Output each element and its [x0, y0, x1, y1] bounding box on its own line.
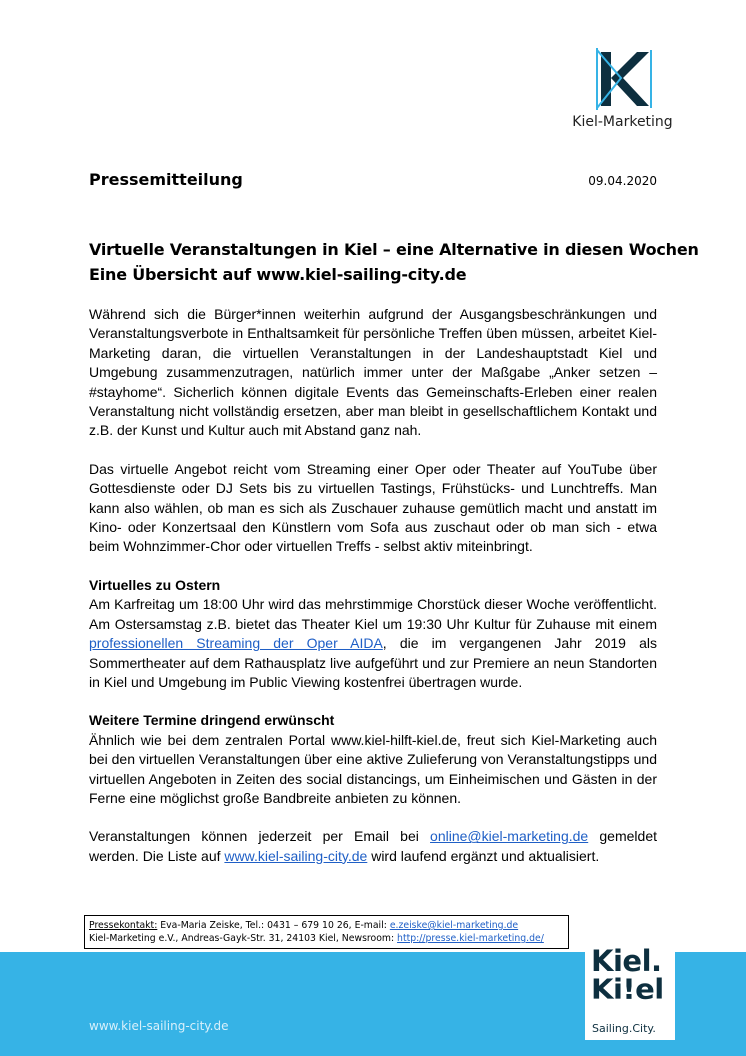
kiel-sailing-city-logo	[585, 940, 675, 1040]
submit-text-mid: gemeldet werden. Die Liste auf	[89, 828, 657, 864]
contact-line-2	[89, 932, 564, 945]
title-line-2: Eine Übersicht auf www.kiel-sailing-city.de	[89, 265, 467, 284]
logo-text: Kiel-Marketing	[572, 114, 673, 130]
footer-logo-line-1: Kiel.	[591, 944, 662, 978]
kiel-marketing-logo	[560, 48, 685, 130]
paragraph-intro: Während sich die Bürger*innen weiterhin aufgrund der Ausgangsbeschränkungen und Veranstaltungsverbote in Enthaltsamkeit für persönliche Treffen üben müssen, arbeitet Kiel-Marketing daran, die virtuellen Veranstaltungen in der Landeshauptstadt Kiel und Umgebung zusammenzutragen, natürlich immer unter der Maßgabe „Anker setzen – #stayhome“. Sicherlich können digitale Events das Gemeinschafts-Erleben einer realen Veranstaltung nicht vollständig ersetzen, aber man bleibt in gesellschaftlichem Kontakt und z.B. der Kunst und Kultur auch mit Abstand ganz nah.	[89, 306, 657, 439]
sailing-city-link[interactable]: www.kiel-sailing-city.de	[224, 847, 368, 864]
easter-text-post: , die im vergangenen Jahr 2019 als Sommertheater auf dem Rathausplatz live aufgeführt und zur Premiere an neun Standorten in Kiel und Umgebung im Public Viewing kostenfrei übertragen wurde.	[89, 635, 657, 690]
footer-logo-tagline: Sailing.City.	[592, 1022, 656, 1035]
contact-label: Pressekontakt:	[89, 920, 158, 931]
contact-person: Eva-Maria Zeiske, Tel.: 0431 – 679 10 26, E-mail:	[157, 920, 390, 931]
section-easter-text	[89, 595, 657, 692]
newsroom-link[interactable]: http://presse.kiel-marketing.de/	[397, 933, 544, 944]
section-dates-text: Ähnlich wie bei dem zentralen Portal www.kiel-hilft-kiel.de, freut sich Kiel-Marketing auch bei den virtuellen Veranstaltungen über eine aktive Zulieferung von Veranstaltungstipps und virtuellen Angeboten in Zeiten des social distancings, um Einheimischen und Gästen in der Ferne eine möglichst große Bandbreite anbieten zu können.	[89, 731, 657, 806]
body-content	[89, 305, 657, 866]
kiel-k-logo-icon	[593, 48, 653, 110]
online-email-link[interactable]: online@kiel-marketing.de	[430, 828, 589, 845]
aida-streaming-link[interactable]: professionellen Streaming der Oper AIDA	[89, 635, 383, 652]
contact-email-link[interactable]: e.zeiske@kiel-marketing.de	[389, 920, 519, 931]
footer-url: www.kiel-sailing-city.de	[89, 1019, 229, 1033]
paragraph-submit	[89, 827, 657, 866]
contact-address: Kiel-Marketing e.V., Andreas-Gayk-Str. 31, 24103 Kiel, Newsroom:	[89, 933, 398, 944]
submit-text-pre: Veranstaltungen können jederzeit per Email bei	[89, 828, 431, 845]
heading-row	[89, 170, 657, 189]
section-dates-title: Weitere Termine dringend erwünscht	[89, 712, 335, 729]
doc-date: 09.04.2020	[588, 174, 657, 188]
paragraph-offer: Das virtuelle Angebot reicht vom Streaming einer Oper oder Theater auf YouTube über Gottesdienste oder DJ Sets bis zu virtuellen Tastings, Frühstücks- und Lunchtreffs. Man kann also wählen, ob man es sich als Zuschauer zuhause gemütlich macht und anstatt im Kino- oder Konzertsaal den Künstlern vom Sofa aus zuschaut oder ob man sich - etwa beim Wohnzimmer-Chor oder virtuellen Treffs - selbst aktiv miteinbringt.	[89, 460, 657, 555]
footer-logo-line-2: Ki!el	[591, 972, 664, 1006]
easter-text-pre: Am Karfreitag um 18:00 Uhr wird das mehrstimmige Chorstück dieser Woche veröffentlicht. Am Ostersamstag z.B. bietet das Theater Kiel um 19:30 Uhr Kultur für Zuhause mit einem	[89, 596, 657, 632]
press-contact-box	[84, 915, 569, 949]
contact-line-1	[89, 919, 564, 932]
title-block	[89, 237, 699, 287]
submit-text-post: wird laufend ergänzt und aktualisiert.	[367, 847, 600, 864]
section-easter-title: Virtuelles zu Ostern	[89, 576, 221, 593]
doc-type: Pressemitteilung	[89, 170, 243, 189]
title-line-1: Virtuelle Veranstaltungen in Kiel – eine Alternative in diesen Wochen	[89, 240, 699, 259]
